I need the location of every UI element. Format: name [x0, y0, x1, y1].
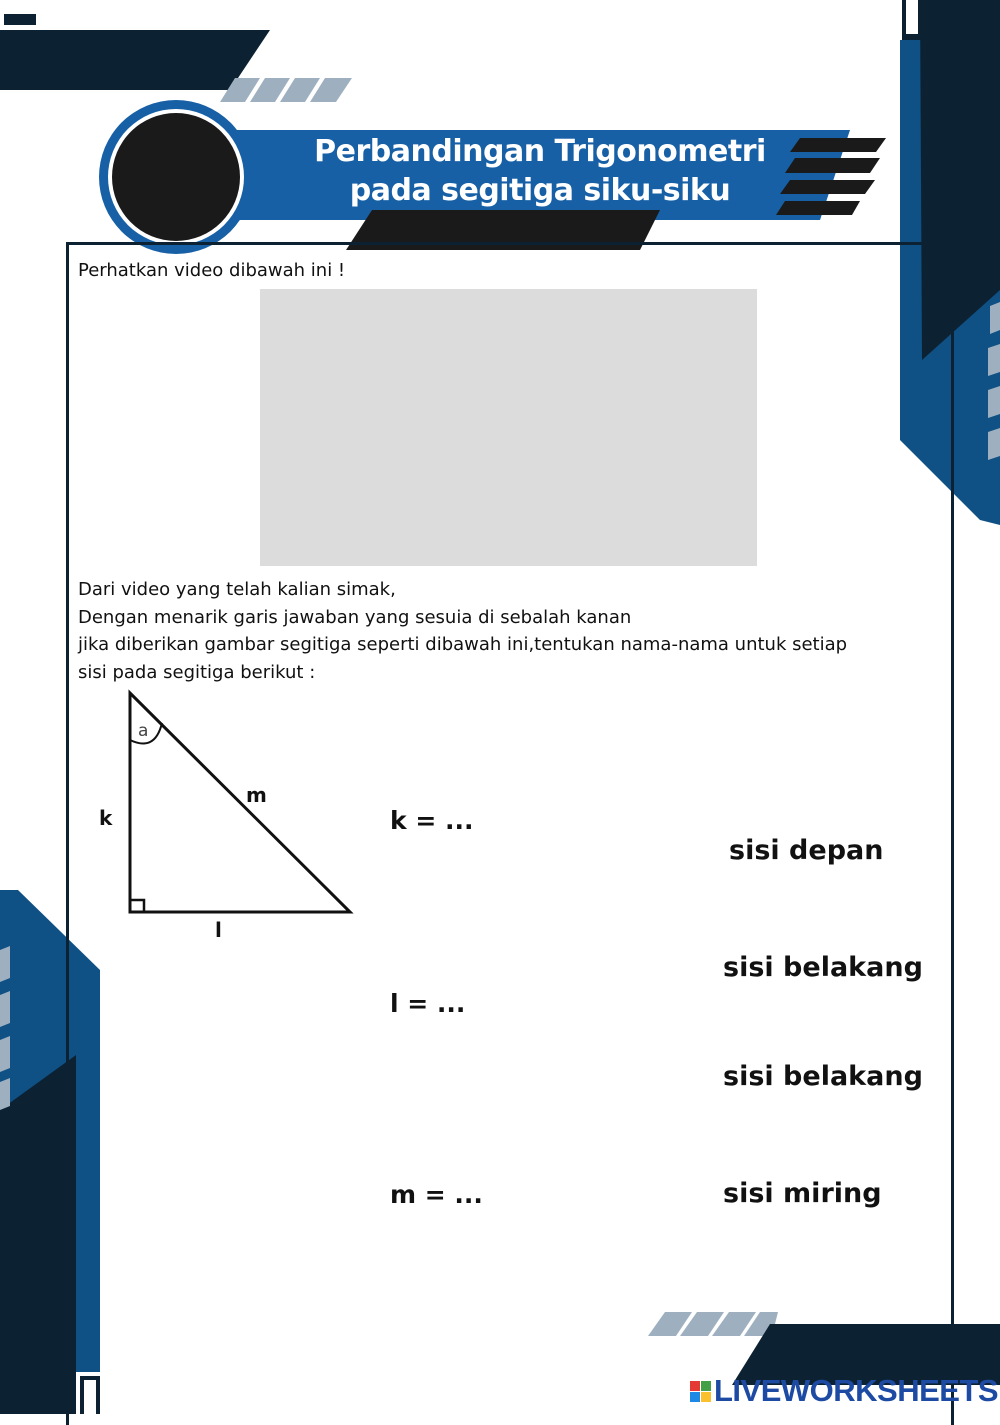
- side-m-label: m: [246, 783, 267, 807]
- option-sisi-belakang-1[interactable]: sisi belakang: [723, 952, 923, 983]
- title-line-2: pada segitiga siku-siku: [349, 173, 731, 208]
- instruction-line-4: sisi pada segitiga berikut :: [78, 662, 316, 684]
- triangle-figure: [0, 0, 400, 960]
- question-m[interactable]: m = ...: [390, 1180, 483, 1209]
- option-sisi-depan[interactable]: sisi depan: [729, 835, 884, 866]
- instruction-line-1: Dari video yang telah kalian simak,: [78, 579, 396, 600]
- liveworksheets-wordmark: LIVEWORKSHEETS: [714, 1373, 999, 1408]
- angle-label: a: [138, 721, 149, 741]
- question-k[interactable]: k = ...: [390, 806, 474, 835]
- intro-text: Perhatkan video dibawah ini !: [78, 260, 346, 281]
- right-triangle: [130, 693, 350, 912]
- question-l[interactable]: l = ...: [390, 989, 466, 1018]
- title-line-1: Perbandingan Trigonometri: [314, 134, 766, 169]
- instruction-line-2: Dengan menarik garis jawaban yang sesuia di sebalah kanan: [78, 606, 632, 628]
- side-k-label: k: [99, 806, 113, 830]
- side-l-label: l: [215, 918, 222, 942]
- left-dark-panel: [0, 1055, 76, 1414]
- option-sisi-miring[interactable]: sisi miring: [723, 1178, 882, 1209]
- liveworksheets-logo[interactable]: [690, 1373, 998, 1409]
- instruction-line-3: jika diberikan gambar segitiga seperti dibawah ini,tentukan nama-nama untuk setiap: [78, 634, 848, 656]
- right-angle-marker: [130, 900, 144, 912]
- liveworksheets-icon: [690, 1381, 711, 1402]
- option-sisi-belakang-2[interactable]: sisi belakang: [723, 1061, 923, 1092]
